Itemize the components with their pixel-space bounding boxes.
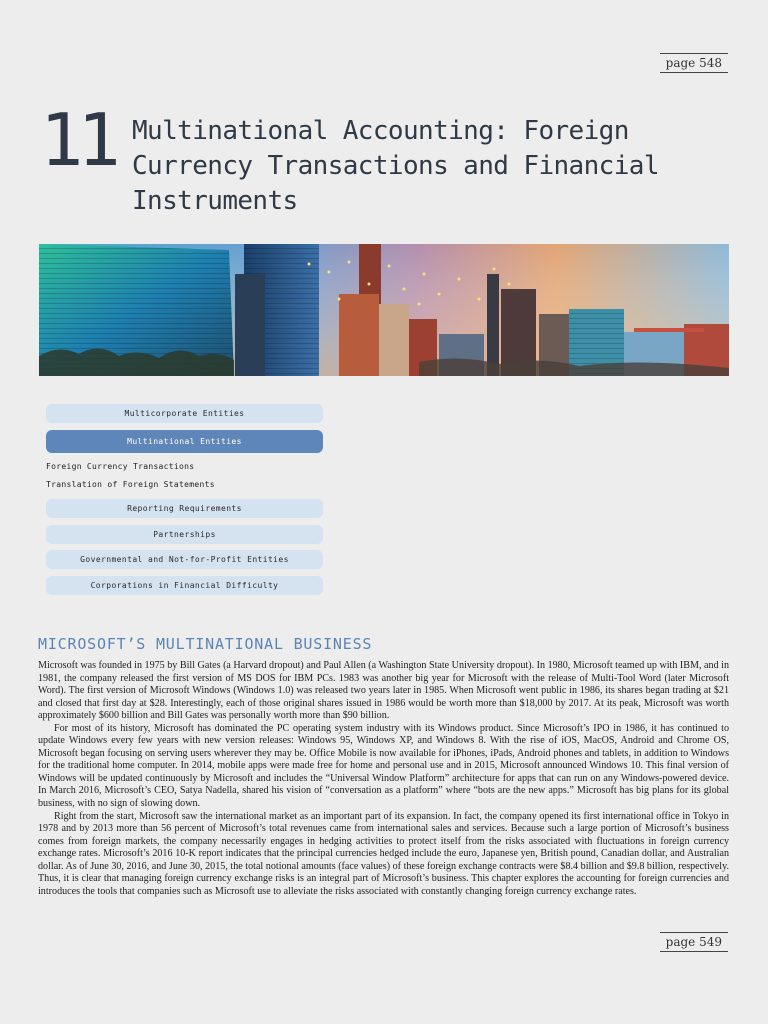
- toc-item-multinational-entities[interactable]: [46, 430, 323, 453]
- section-body: [38, 660, 729, 898]
- toc-item-multicorporate-entities[interactable]: [46, 404, 323, 423]
- toc-item-label: Corporations in Financial Difficulty: [90, 581, 279, 590]
- toc-item-corporations-in-financial-difficulty[interactable]: [46, 576, 323, 595]
- page-number-top: page 548: [660, 53, 728, 73]
- toc-item-label: Multinational Entities: [127, 437, 242, 446]
- chapter-number: 11: [40, 98, 115, 182]
- toc-item-reporting-requirements[interactable]: [46, 499, 323, 518]
- city-skyline-banner: [39, 244, 729, 376]
- toc-subitem-foreign-currency-transactions[interactable]: Foreign Currency Transactions: [46, 462, 195, 471]
- section-heading: MICROSOFT’S MULTINATIONAL BUSINESS: [38, 635, 373, 653]
- paragraph: Microsoft was founded in 1975 by Bill Gates (a Harvard dropout) and Paul Allen (a Washington State University dropout). In 1980, Microsoft teamed up with IBM, and in 1981, the company released the first version of MS DOS for IBM PCs. 1983 was another big year for Microsoft with the release of Multi-Tool Word (later Microsoft Word). The first version of Microsoft Windows (Windows 1.0) was released two years later in 1985. When Microsoft went public in 1986, its shares began trading at $21 and closed that first day at $28. Interestingly, each of those original shares issued in 1986 would be worth more than $18,000 by 2017. At its peak, Microsoft was worth approximately $600 billion and Bill Gates was personally worth more than $90 billion.: [38, 660, 729, 722]
- page-number-bottom: page 549: [660, 932, 728, 952]
- toc-item-partnerships[interactable]: [46, 525, 323, 544]
- toc-item-label: Governmental and Not-for-Profit Entities: [80, 555, 289, 564]
- toc-subitem-translation-of-foreign-statements[interactable]: Translation of Foreign Statements: [46, 480, 215, 489]
- toc-item-label: Reporting Requirements: [127, 504, 242, 513]
- toc-item-governmental-entities[interactable]: [46, 550, 323, 569]
- chapter-title: Multinational Accounting: Foreign Currency Transactions and Financial Instruments: [132, 116, 659, 216]
- toc-item-label: Partnerships: [153, 530, 216, 539]
- paragraph: For most of its history, Microsoft has dominated the PC operating system industry with its Windows product. Since Microsoft’s IPO in 1986, it has continued to update Windows every few years with new version releases: Windows 95, Windows XP, and Windows 8. With the rise of iOS, MacOS, Android and Chrome OS, Microsoft began focusing on serving users wherever they may be. Office Mobile is now available for iPhones, iPads, Android phones and tablets, in addition to Windows for the traditional home computer. In 2014, mobile apps were made free for home and personal use and in 2015, Microsoft announced Windows 10. This final version of Windows will be updated continuously by Microsoft and includes the “Universal Window Platform” architecture for apps that can run on any Windows-powered device. In March 2016, Microsoft’s CEO, Satya Nadella, shared his vision of “conversation as a platform” where “bots are the new apps.” Microsoft has big plans for its global business, with no sign of slowing down.: [38, 722, 729, 810]
- paragraph: Right from the start, Microsoft saw the international market as an important part of its expansion. In fact, the company opened its first international office in Tokyo in 1978 and by 2013 more than 56 percent of Microsoft’s total revenues came from international sales and services. Because such a large portion of Microsoft’s business comes from foreign markets, the company necessarily engages in hedging activities to protect itself from the risks associated with fluctuations in foreign currency exchange rates. Microsoft’s 2016 10-K report indicates that the principal currencies hedged include the euro, Japanese yen, British pound, Canadian dollar, and Australian dollar. As of June 30, 2016, and June 30, 2015, the total notional amounts (face values) of these foreign exchange contracts were $8.4 billion and $9.8 billion, respectively. Thus, it is clear that managing foreign currency exchange risks is an integral part of Microsoft’s business. This chapter explores the accounting for foreign currencies and introduces the tools that companies such as Microsoft use to alleviate the risks associated with constantly changing foreign currency exchange rates.: [38, 810, 729, 897]
- toc-item-label: Multicorporate Entities: [124, 409, 245, 418]
